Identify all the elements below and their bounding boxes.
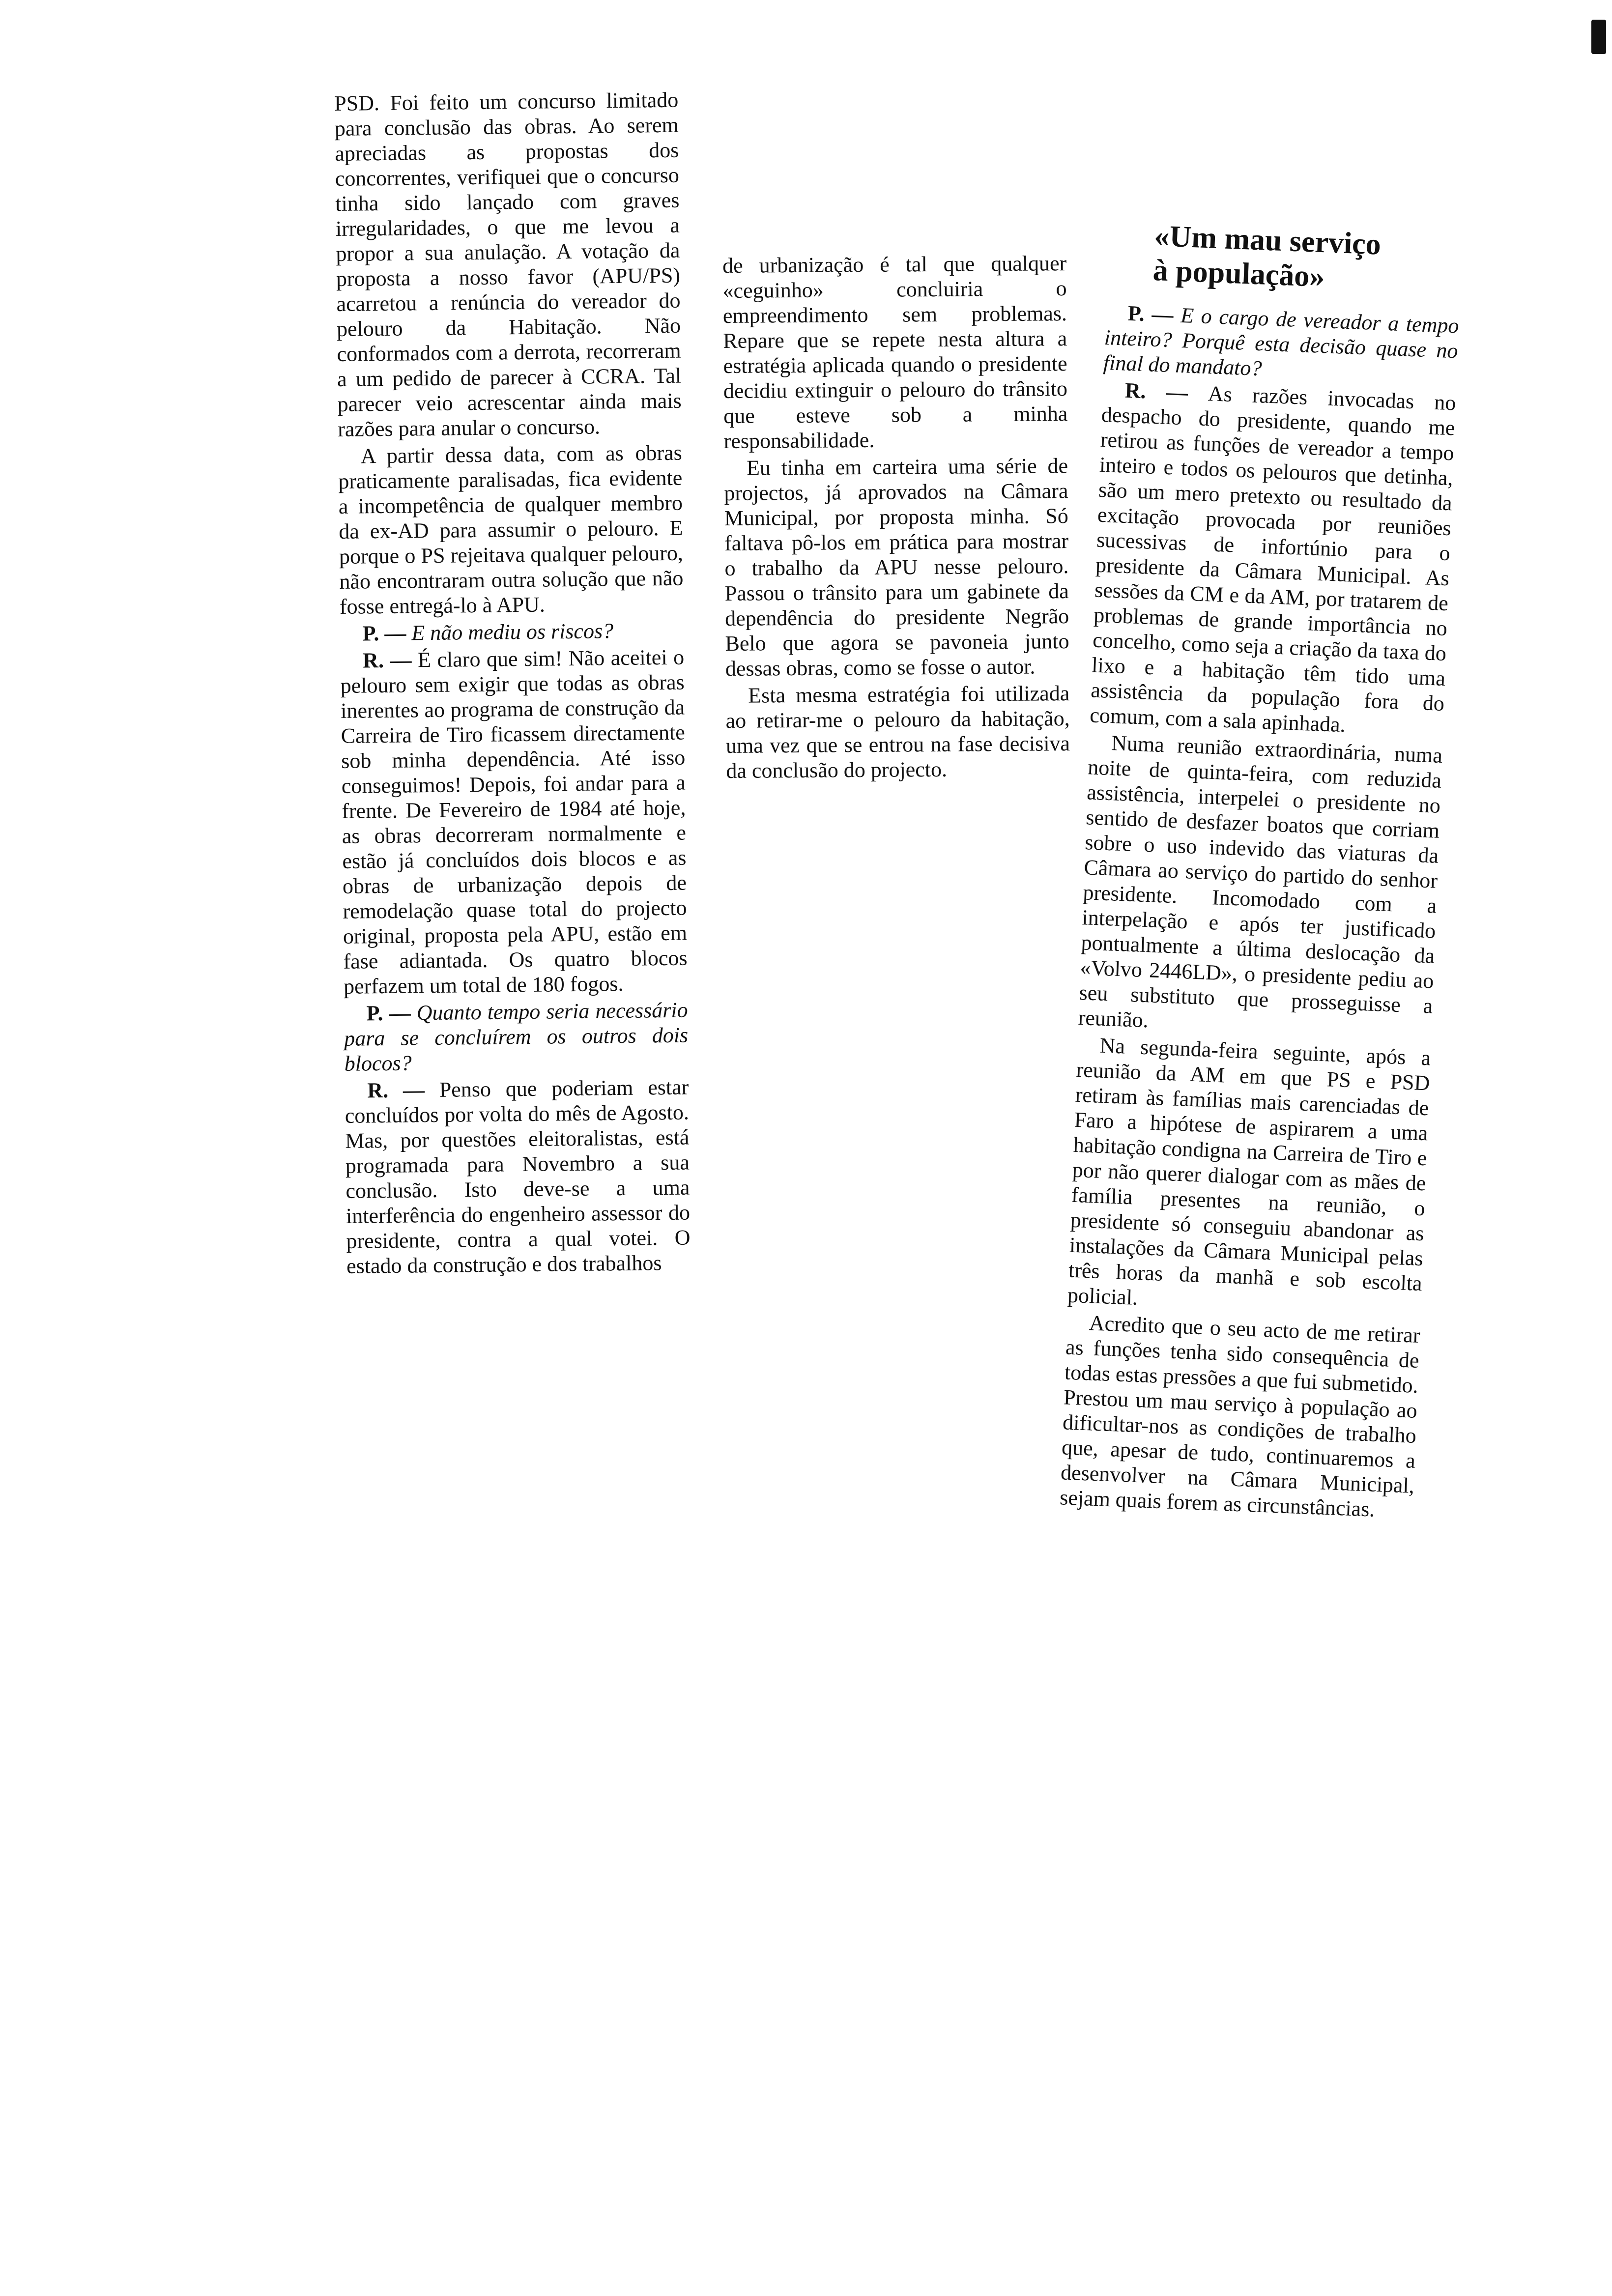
paragraph xyxy=(724,453,1069,681)
scan-corner-mark xyxy=(1591,20,1606,54)
question-text: E o cargo de vereador a tempo inteiro? Porquê esta decisão quase no final do mandato? xyxy=(1103,303,1460,381)
article-column-3 xyxy=(1059,300,1459,1523)
subheadline xyxy=(1152,219,1499,301)
answer-text: Penso que poderiam estar concluídos por volta do mês de Agosto. Mas, por questões eleitoralistas, está programada para Novembro a sua conclusão. Isto deve-se a uma interferência do engenheiro assessor do presidente, contra a qual votei. O estado da construção e dos trabalhos xyxy=(345,1075,691,1278)
speaker-label: P. — xyxy=(366,1001,417,1026)
question-text: E não mediu os riscos? xyxy=(411,619,614,645)
paragraph-text: A partir dessa data, com as obras praticamente paralisadas, fica evidente a incompetência de qualquer membro da ex-AD para assumir o pelouro. E porque o PS rejeitava qualquer pelouro, não encontraram outra solução que não fosse entregá-lo à APU. xyxy=(338,440,684,619)
article-column-2 xyxy=(722,251,1070,783)
speaker-label: P. — xyxy=(362,621,412,646)
paragraph-text: PSD. Foi feito um concurso limitado para conclusão das obras. Ao serem apreciadas as propostas dos concorrentes, verifiquei que o concurso tinha sido lançado com graves irregularidades, o que me levou a propor a sua anulação. A votação da proposta a nosso favor (APU/PS) acarretou a renúncia do vereador do pelouro da Habitação. Não conformados com a derrota, recorreram a um pedido de parecer à CCRA. Tal parecer veio acrescentar ainda mais razões para anular o concurso. xyxy=(334,87,682,441)
paragraph-text: Eu tinha em carteira uma série de projectos, já aprovados na Câmara Municipal, por proposta minha. Só faltava pô-los em prática para mostrar o trabalho da APU nesse pelouro. Passou o trânsito para um gabinete da dependência do presidente Negrão Belo que agora se pavoneia junto dessas obras, como se fosse o autor. xyxy=(724,454,1069,681)
article-column-1 xyxy=(334,87,691,1279)
paragraph-text: Acredito que o seu acto de me retirar as funções tenha sido consequência de todas estas pressões a que fui submetido. Prestou um mau serviço à população ao dificultar-nos as condições de trabalho que, apesar de tudo, continuaremos a desenvolver na Câmara Municipal, sejam quais forem as circunstâncias. xyxy=(1059,1311,1421,1521)
subheadline-line-1: «Um mau serviço xyxy=(1153,219,1382,261)
paragraph xyxy=(722,251,1068,454)
question-paragraph xyxy=(1103,300,1459,389)
answer-paragraph xyxy=(1090,377,1457,741)
paragraph xyxy=(334,87,682,442)
paragraph xyxy=(338,440,684,619)
question-paragraph xyxy=(344,998,689,1076)
paragraph xyxy=(725,681,1070,783)
subheadline-line-2: à população» xyxy=(1152,253,1325,294)
speaker-label: R. — xyxy=(367,1077,440,1103)
answer-paragraph xyxy=(345,1075,691,1279)
speaker-label: P. — xyxy=(1127,301,1181,327)
paragraph xyxy=(1059,1309,1420,1523)
question-text: Quanto tempo seria necessário para se concluírem os outros dois blocos? xyxy=(344,998,689,1076)
paragraph-text: Na segunda-feira seguinte, após a reunião da AM em que PS e PSD retiram às famílias mais carenciadas de Faro a hipótese de aspirarem a uma habitação condigna na Carreira de Tiro e por não querer dialogar com as mães de família presentes na reunião, o presidente só conseguiu abandonar as instalações da Câmara Municipal pelas três horas da manhã e sob escolta policial. xyxy=(1067,1033,1432,1310)
speaker-label: R. — xyxy=(1124,378,1209,406)
answer-text: É claro que sim! Não aceitei o pelouro sem exigir que todas as obras inerentes ao programa de construção da Carreira de Tiro ficassem directamente sob minha dependência. Até isso conseguimos! Depois, foi andar para a frente. De Fevereiro de 1984 até hoje, as obras decorreram normalmente e estão já concluídos dois blocos e as obras de urbanização depois de remodelação quase total do projecto original, proposta pela APU, estão em fase adiantada. Os quatro blocos perfazem um total de 180 fogos. xyxy=(340,645,688,999)
answer-text: As razões invocadas no despacho do presidente, quando me retirou as funções de vereador a tempo inteiro e todos os pelouros que detinha, são um mero pretexto ou resultado da excitação provocada por reuniões sucessivas de infortúnio para o presidente da Câmara Municipal. As sessões da CM e da AM, por tratarem de problemas de grande importância no concelho, como seja a criação da taxa do lixo e a habitação têm tido uma assistência da população fora do comum, com a sala apinhada. xyxy=(1089,381,1457,737)
paragraph xyxy=(1078,729,1443,1043)
paragraph-text: de urbanização é tal que qualquer «ceguinho» concluiria o empreendimento sem problemas. Repare que se repete nesta altura a estratégia aplicada quando o presidente decidiu extinguir o pelouro do trânsito que esteve sob a minha responsabilidade. xyxy=(722,251,1068,453)
speaker-label: R. — xyxy=(362,648,418,673)
paragraph xyxy=(1067,1032,1431,1321)
paragraph-text: Numa reunião extraordinária, numa noite de quinta-feira, com reduzida assistência, interpelei o presidente no sentido de desfazer boatos que corriam sobre o uso indevido das viaturas da Câmara ao serviço do partido do senhor presidente. Incomodado com a interpelação e após ter justificado pontualmente a última deslocação da «Volvo 2446LD», o presidente pediu ao seu substituto que prosseguisse a reunião. xyxy=(1077,731,1443,1033)
answer-paragraph xyxy=(340,645,688,999)
paragraph-text: Esta mesma estratégia foi utilizada ao retirar-me o pelouro da habitação, uma vez que se entrou na fase decisiva da conclusão do projecto. xyxy=(725,681,1070,783)
question-paragraph xyxy=(340,618,684,646)
